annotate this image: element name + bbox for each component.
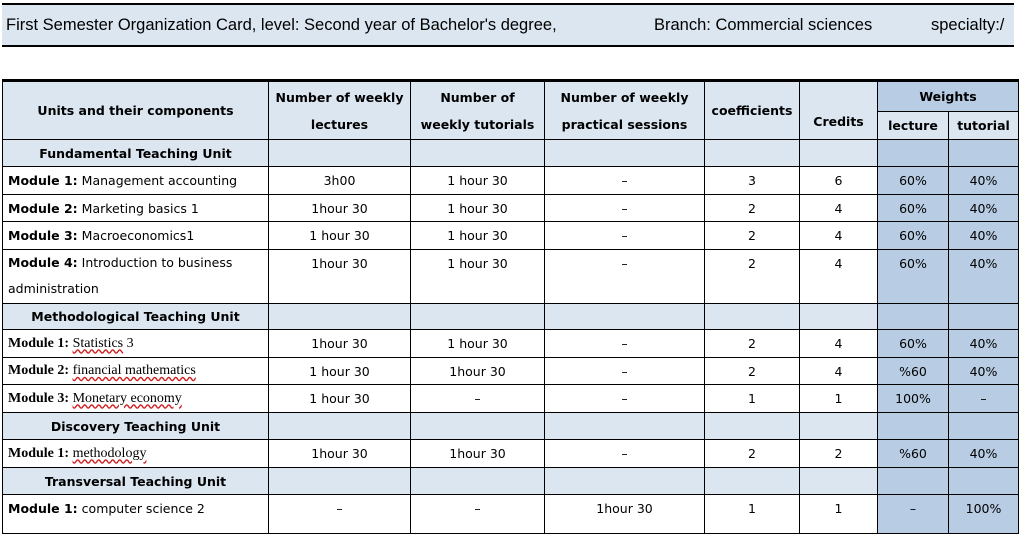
weight-lecture-cell: 60%: [878, 195, 949, 222]
unit-name: Methodological Teaching Unit: [3, 304, 269, 330]
credits-cell: 1: [800, 385, 878, 413]
weight-lecture-cell: –: [878, 495, 949, 534]
practical-cell: –: [545, 385, 705, 413]
lectures-cell: 1hour 30: [269, 195, 411, 222]
tutorials-cell: 1 hour 30: [411, 222, 545, 250]
tutorials-cell: 1 hour 30: [411, 330, 545, 358]
unit-row: [3, 304, 1019, 330]
header-tutorials: Number of weekly tutorials: [411, 81, 545, 140]
coef-cell: 2: [705, 222, 800, 250]
title-bar: [2, 3, 1014, 47]
table-row: [3, 250, 1019, 304]
practical-cell: 1hour 30: [545, 495, 705, 534]
header-credits: Credits: [800, 81, 878, 140]
weight-lecture-cell: %60: [878, 358, 949, 385]
title-branch: Branch: Commercial sciences: [654, 16, 873, 34]
header-coefficients: coefficients: [705, 81, 800, 140]
module-name: Module 3: Monetary economy: [3, 385, 269, 413]
practical-cell: –: [545, 167, 705, 195]
credits-cell: 4: [800, 195, 878, 222]
organization-table: [2, 79, 1019, 534]
practical-cell: –: [545, 358, 705, 385]
credits-cell: 4: [800, 250, 878, 304]
header-lectures: Number of weekly lectures: [269, 81, 411, 140]
unit-row: [3, 413, 1019, 440]
tutorials-cell: 1 hour 30: [411, 250, 545, 304]
weight-lecture-cell: 100%: [878, 385, 949, 413]
credits-cell: 4: [800, 330, 878, 358]
table-row: [3, 440, 1019, 468]
table-row: [3, 495, 1019, 534]
module-name: Module 1: methodology: [3, 440, 269, 468]
credits-cell: 4: [800, 222, 878, 250]
weight-lecture-cell: 60%: [878, 250, 949, 304]
weight-tutorial-cell: 40%: [949, 330, 1019, 358]
header-weight-lecture: lecture: [878, 112, 949, 140]
coef-cell: 2: [705, 358, 800, 385]
weight-tutorial-cell: 40%: [949, 358, 1019, 385]
practical-cell: –: [545, 330, 705, 358]
weight-lecture-cell: %60: [878, 440, 949, 468]
practical-cell: –: [545, 222, 705, 250]
module-name: Module 1: Management accounting: [3, 167, 269, 195]
weight-tutorial-cell: 100%: [949, 495, 1019, 534]
credits-cell: 1: [800, 495, 878, 534]
credits-cell: 2: [800, 440, 878, 468]
header-units: Units and their components: [3, 81, 269, 140]
weight-tutorial-cell: 40%: [949, 250, 1019, 304]
weight-tutorial-cell: 40%: [949, 167, 1019, 195]
tutorials-cell: 1 hour 30: [411, 167, 545, 195]
weight-lecture-cell: 60%: [878, 330, 949, 358]
tutorials-cell: 1hour 30: [411, 440, 545, 468]
tutorials-cell: –: [411, 385, 545, 413]
lectures-cell: 1hour 30: [269, 330, 411, 358]
table-row: [3, 330, 1019, 358]
coef-cell: 2: [705, 440, 800, 468]
weight-lecture-cell: 60%: [878, 222, 949, 250]
lectures-cell: 3h00: [269, 167, 411, 195]
table-row: [3, 167, 1019, 195]
title-level: First Semester Organization Card, level: Second year of Bachelor's degree,: [6, 16, 557, 34]
lectures-cell: 1 hour 30: [269, 385, 411, 413]
coef-cell: 1: [705, 495, 800, 534]
coef-cell: 1: [705, 385, 800, 413]
tutorials-cell: 1 hour 30: [411, 195, 545, 222]
weight-tutorial-cell: 40%: [949, 222, 1019, 250]
practical-cell: –: [545, 440, 705, 468]
weight-tutorial-cell: –: [949, 385, 1019, 413]
practical-cell: –: [545, 195, 705, 222]
lectures-cell: 1hour 30: [269, 440, 411, 468]
module-name: Module 4: Introduction to business administration: [3, 250, 269, 304]
title-specialty: specialty:/: [931, 16, 1005, 34]
unit-name: Discovery Teaching Unit: [3, 413, 269, 440]
coef-cell: 2: [705, 195, 800, 222]
header-weights: Weights: [878, 81, 1019, 112]
unit-name: Fundamental Teaching Unit: [3, 140, 269, 167]
header-weight-tutorial: tutorial: [949, 112, 1019, 140]
unit-row: [3, 468, 1019, 495]
practical-cell: –: [545, 250, 705, 304]
weight-tutorial-cell: 40%: [949, 440, 1019, 468]
unit-name: Transversal Teaching Unit: [3, 468, 269, 495]
module-name: Module 3: Macroeconomics1: [3, 222, 269, 250]
table-row: [3, 195, 1019, 222]
credits-cell: 6: [800, 167, 878, 195]
table-row: [3, 358, 1019, 385]
header-practical: Number of weekly practical sessions: [545, 81, 705, 140]
coef-cell: 3: [705, 167, 800, 195]
module-name: Module 1: computer science 2: [3, 495, 269, 534]
module-name: Module 2: financial mathematics: [3, 358, 269, 385]
tutorials-cell: 1hour 30: [411, 358, 545, 385]
table-row: [3, 385, 1019, 413]
unit-row: [3, 140, 1019, 167]
weight-tutorial-cell: 40%: [949, 195, 1019, 222]
coef-cell: 2: [705, 250, 800, 304]
credits-cell: 4: [800, 358, 878, 385]
lectures-cell: 1 hour 30: [269, 222, 411, 250]
module-name: Module 2: Marketing basics 1: [3, 195, 269, 222]
lectures-cell: 1 hour 30: [269, 358, 411, 385]
tutorials-cell: –: [411, 495, 545, 534]
table-row: [3, 222, 1019, 250]
weight-lecture-cell: 60%: [878, 167, 949, 195]
module-name: Module 1: Statistics 3: [3, 330, 269, 358]
coef-cell: 2: [705, 330, 800, 358]
lectures-cell: –: [269, 495, 411, 534]
lectures-cell: 1hour 30: [269, 250, 411, 304]
